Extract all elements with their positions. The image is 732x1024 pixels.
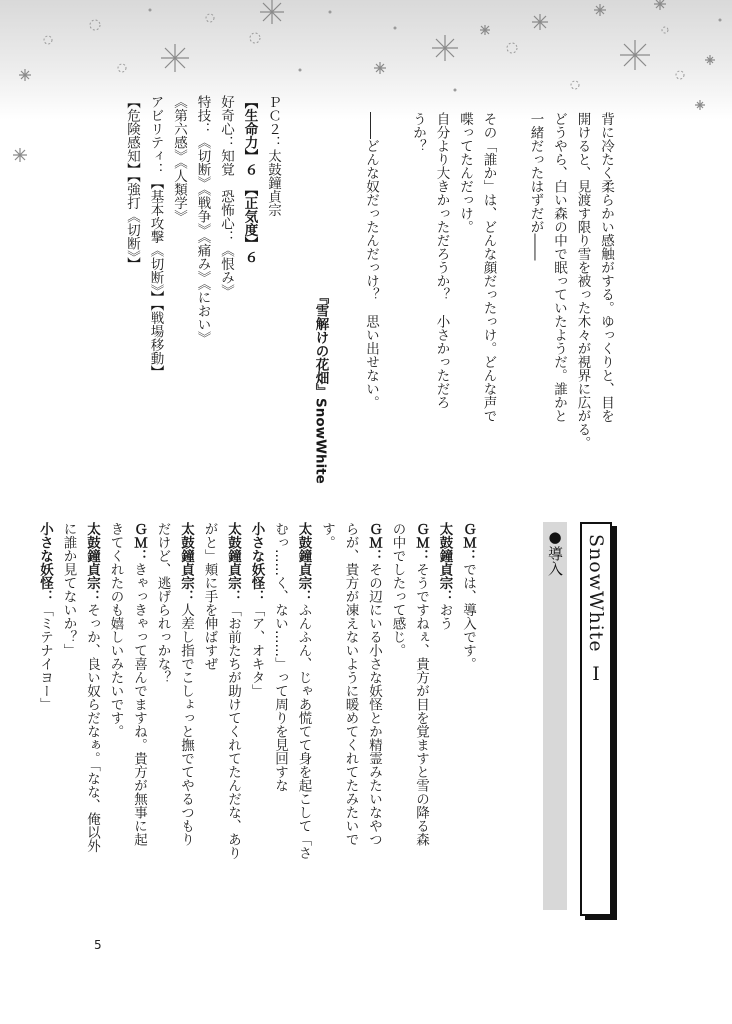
utterance: そうですねぇ、貴方が目を覚ますと雪の降る森 [413,562,429,846]
utterance: 「ア、オキタ」 [248,603,265,698]
utterance: その辺にいる小さな妖怪とか精霊みたいなやつ [366,562,382,846]
dialog-line [362,522,386,922]
dialog-line [385,522,409,922]
section-heading-bar [543,522,567,910]
utterance: きてくれたのも嬉しいみたいです。 [107,522,124,738]
dialog-line [409,522,433,922]
story-gap [500,112,524,512]
dialog-line [456,522,480,922]
pc-ability: アビリティ：【基本攻撃《切断》】【戦場移動】 [147,95,164,379]
dialog-line [56,522,80,922]
story-line: 一緒だったはずだが―― [527,112,544,261]
dialog-line [197,522,221,922]
chapter-title-text: SnowWhite [585,534,607,653]
dialog-line [338,522,362,922]
utterance: す。 [319,522,335,549]
page-number: 5 [94,938,102,952]
utterance: 「お前たちが助けてくれてたんだな、あり [225,603,241,860]
utterance: では、導入です。 [460,562,476,671]
dialog-line [432,522,456,922]
story-line: うか？ [410,112,426,153]
speaker: 太鼓鐘貞宗： [295,522,312,603]
speaker: ＧＭ： [131,522,147,563]
chapter-title-box [580,522,612,916]
scenario-subtitle: 『雪解けの花畑』SnowWhite [312,290,329,484]
speaker: ＧＭ： [366,522,382,563]
dialog-line [80,522,104,922]
dialog-line [268,522,292,922]
utterance: そっか、良い奴らだなぁ。「なな、俺以外 [84,603,100,853]
story-line: 喋ってたんだっけ。 [457,112,473,234]
utterance: おう [436,603,453,630]
dialog-line [127,522,151,922]
utterance: らが、貴方が凍えないように暖めてくれてたみたいで [342,522,359,846]
replay-dialog [33,522,480,922]
dialog-line [315,522,339,922]
utterance: に誰か見てないか？」 [60,522,77,657]
story-intro [359,112,618,512]
utterance: 「ミテナイヨー」 [37,603,53,711]
dialog-line [221,522,245,922]
story-line: その「誰か」は、どんな顔だったっけ。どんな声で [480,112,497,423]
speaker: 小さな妖怪： [248,522,265,603]
utterance: の中でしたって感じ。 [389,522,406,657]
speaker: 太鼓鐘貞宗： [178,522,194,603]
utterance: 人差し指でこしょっと撫でてやるつもり [178,603,194,846]
speaker: 太鼓鐘貞宗： [84,522,100,603]
utterance: きゃっきゃって喜んでますね。貴方が無事に起 [131,562,147,846]
dialog-line [33,522,57,922]
dialog-line [244,522,268,922]
pc-skills: 特技：《切断》《戦争》《痛み》《におい》 [194,95,211,345]
chapter-episode: Ⅰ [585,662,607,686]
utterance: がと」頬に手を伸ばすぜ [201,522,218,671]
pc-sheet [120,95,285,495]
story-line: 開けると、見渡す限り雪を被った木々が視界に広がる。 [574,112,591,450]
pc-name: ＰＣ２：太鼓鐘貞宗 [265,95,281,217]
story-line: ――どんな奴だったんだっけ？ 思い出せない。 [363,112,379,409]
speaker: 小さな妖怪： [37,522,53,603]
dialog-line [291,522,315,922]
story-line: どうやら、白い森の中で眠っていたようだ。誰かと [551,112,567,423]
story-line: 自分より大きかっただろうか？ 小さかっただろ [433,112,450,409]
pc-curiosity: 好奇心：知覚 恐怖心：《恨み》 [218,95,234,298]
pc-stats: 【生命力】６ 【正気度】６ [241,95,258,264]
speaker: 太鼓鐘貞宗： [436,522,453,603]
dialog-line [174,522,198,922]
speaker: ＧＭ： [413,522,429,563]
speaker: 太鼓鐘貞宗： [225,522,241,603]
chapter-title [582,534,610,686]
section-heading: ●導入 [546,528,564,576]
pc-skills-cont: 《第六感》《人類学》 [171,95,187,224]
dialog-line [150,522,174,922]
utterance: むっ……く、ない……」って周りを見回すな [272,522,288,792]
utterance: だけど、逃げられっかな？ [154,522,171,684]
story-line: 背に冷たく柔らかい感触がする。ゆっくりと、目を [598,112,614,423]
speaker: ＧＭ： [460,522,476,563]
utterance: ふんふん、じゃあ慌てて身を起こして「さ [295,603,312,860]
story-gap [382,112,406,512]
dialog-line [103,522,127,922]
pc-ability-cont: 【危険感知】【強打《切断》】 [124,95,140,271]
